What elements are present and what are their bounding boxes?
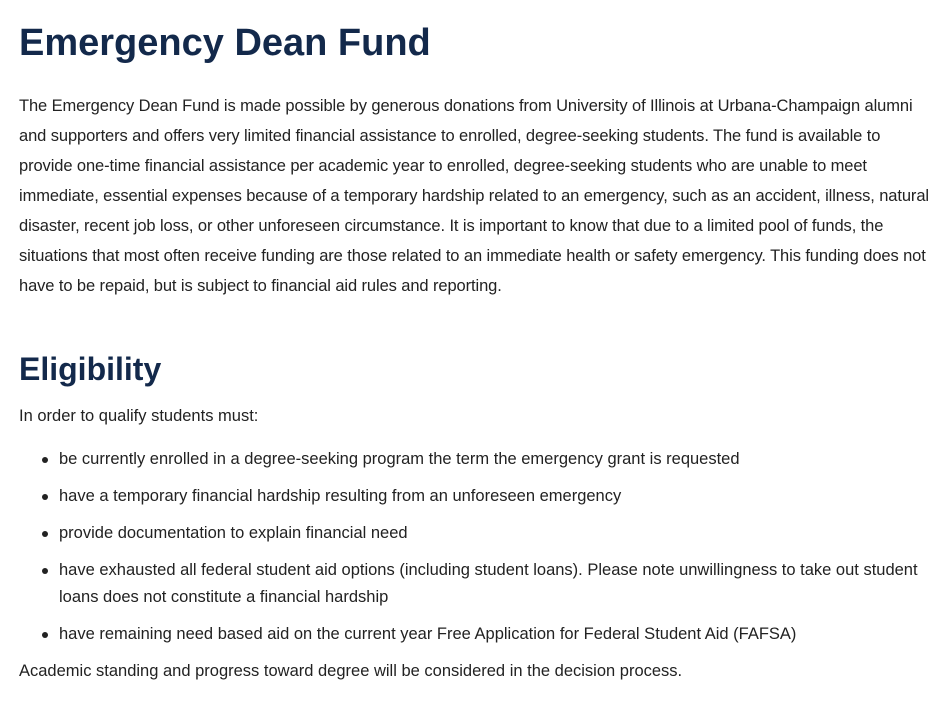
list-item [59, 520, 930, 547]
bullet-icon [42, 494, 48, 500]
bullet-icon [42, 632, 48, 638]
bullet-icon [42, 531, 48, 537]
closing-paragraph: Academic standing and progress toward degree will be considered in the decision process. [19, 662, 683, 680]
eligibility-heading: Eligibility [19, 351, 162, 387]
list-item [59, 557, 930, 611]
list-item [59, 446, 930, 473]
list-item [59, 621, 930, 648]
eligibility-list [19, 446, 930, 648]
list-item-text: provide documentation to explain financial need [59, 524, 408, 542]
list-item-text: have remaining need based aid on the current year Free Application for Federal Student Aid (FAFSA) [59, 625, 797, 643]
list-item-text: have a temporary financial hardship resulting from an unforeseen emergency [59, 487, 622, 505]
intro-paragraph: The Emergency Dean Fund is made possible by generous donations from University of Illinois at Urbana-Champaign alumni and supporters and offers very limited financial assistance to enrolled, degree-seeking students. The fund is available to provide one-time financial assistance per academic year to enrolled, degree-seeking students who are unable to meet immediate, essential expenses because of a temporary hardship related to an emergency, such as an accident, illness, natural disaster, recent job loss, or other unforeseen circumstance. It is important to know that due to a limited pool of funds, the situations that most often receive funding are those related to an immediate health or safety emergency. This funding does not have to be repaid, but is subject to financial aid rules and reporting. [19, 97, 929, 295]
eligibility-lead: In order to qualify students must: [19, 407, 259, 425]
list-item-text: be currently enrolled in a degree-seeking program the term the emergency grant is requested [59, 450, 740, 468]
bullet-icon [42, 568, 48, 574]
list-item-text: have exhausted all federal student aid options (including student loans). Please note unwillingness to take out student loans does not constitute a financial hardship [59, 561, 918, 606]
bullet-icon [42, 457, 48, 463]
list-item [59, 483, 930, 510]
page-title: Emergency Dean Fund [19, 22, 431, 64]
